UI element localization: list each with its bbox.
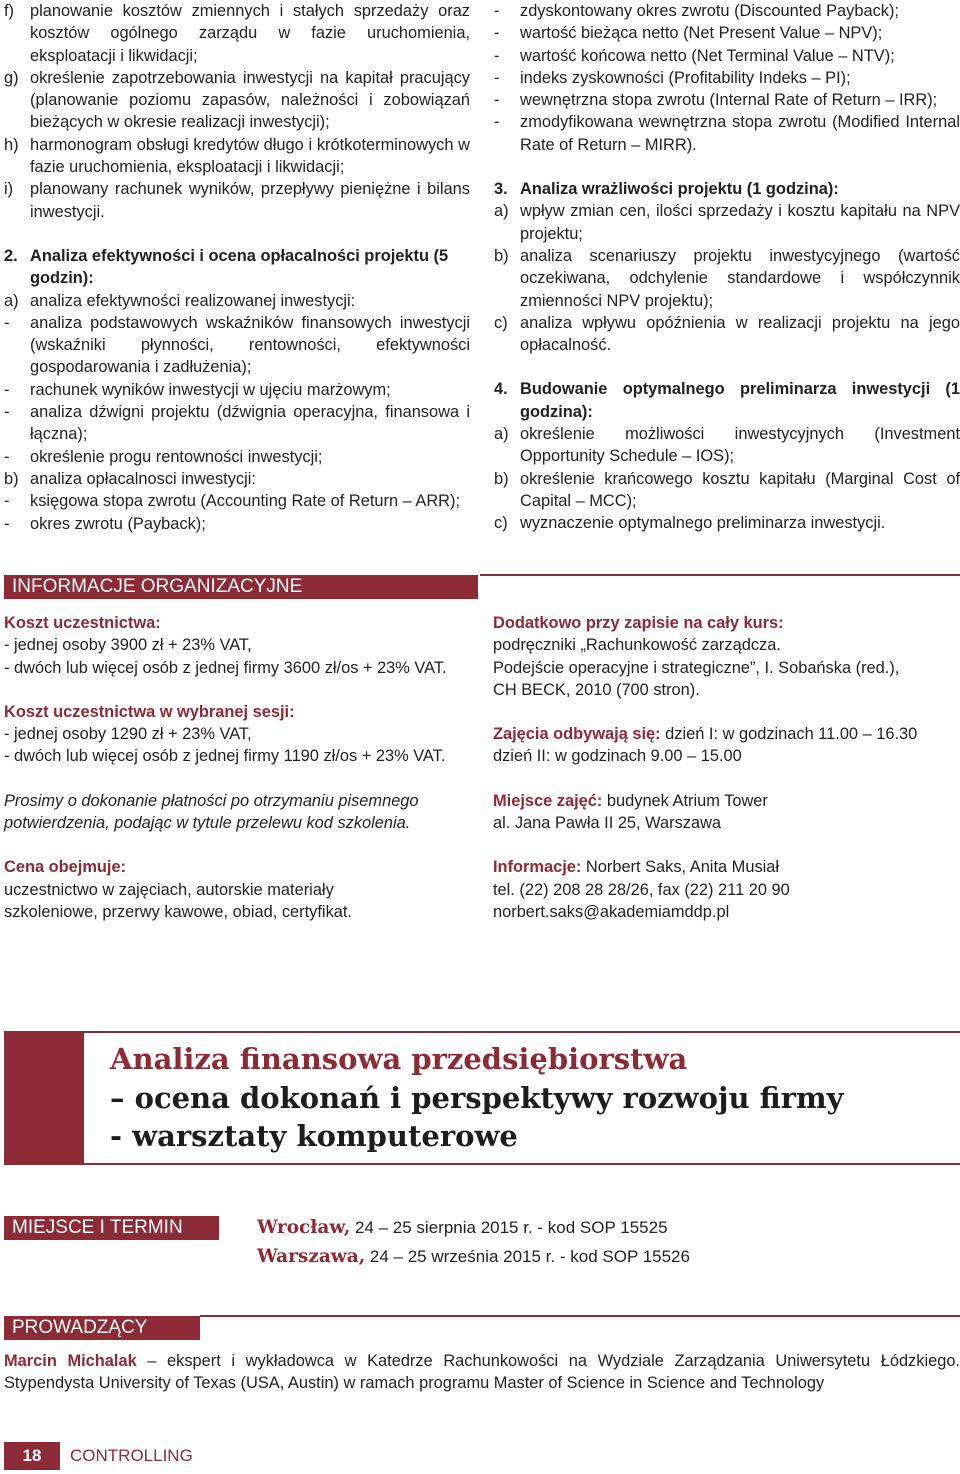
right-column bbox=[494, 0, 960, 535]
list-item: g) określenie zapotrzebowania inwestycji na kapitał pracujący (planowanie poziomu zapasów, należności i zobowiązań bieżących w okresie realizacji inwestycji); bbox=[4, 68, 470, 132]
list-item: i) planowany rachunek wyników, przepływy pieniężne i bilans inwestycji. bbox=[4, 180, 470, 221]
list-item: c) wyznaczenie optymalnego preliminarza inwestycji. bbox=[494, 514, 886, 533]
list-item: - zmodyfikowana wewnętrzna stopa zwrotu (Modified Internal Rate of Return – MIRR). bbox=[494, 113, 960, 154]
list-item: - rachunek wyników inwestycji w ujęciu marżowym; bbox=[4, 380, 391, 399]
page-footer bbox=[4, 1442, 193, 1470]
title-accent-bar bbox=[4, 1031, 84, 1165]
cost-label: Koszt uczestnictwa: bbox=[4, 614, 161, 632]
section-2-heading: 2. Analiza efektywności i ocena opłacalności projektu (5 godzin): bbox=[4, 246, 449, 288]
list-item: - indeks zyskowności (Profitability Indeks – PI); bbox=[494, 68, 851, 87]
lecturer-bio: Marcin Michalak – ekspert i wykładowca w Katedrze Rachunkowości na Wydziale Zarządzania Uniwersytetu Łódzkiego. Stypendysta University of Texas (USA, Austin) w ramach programu Master of Science in Science and Technology bbox=[4, 1352, 960, 1393]
list-item: b) analiza opłacalnosci inwestycji: bbox=[4, 469, 256, 488]
payment-note: Prosimy o dokonanie płatności po otrzymaniu pisemnego potwierdzenia, podając w tytule przelewu kod szkolenia. bbox=[4, 791, 419, 833]
list-item: - wartość końcowa netto (Net Terminal Value – NTV); bbox=[494, 46, 895, 65]
org-info-rule bbox=[480, 574, 960, 576]
list-item: a) określenie możliwości inwestycyjnych (Investment Opportunity Schedule – IOS); bbox=[494, 425, 960, 466]
venue-warszawa: Warszawa, 24 – 25 września 2015 r. - kod SOP 15526 bbox=[257, 1246, 690, 1267]
list-item: - wewnętrzna stopa zwrotu (Internal Rate of Return – IRR); bbox=[494, 91, 938, 110]
info-label: Informacje: bbox=[493, 858, 582, 877]
place-label: Miejsce zajęć: bbox=[493, 791, 603, 810]
list-item: f) planowanie kosztów zmiennych i stałych sprzedaży oraz kosztów ogólnego zarządu w fazie uruchomienia, eksploatacji i likwidacji; bbox=[4, 2, 470, 65]
list-item: - księgowa stopa zwrotu (Accounting Rate of Return – ARR); bbox=[4, 492, 461, 511]
course-title: Analiza finansowa przedsiębiorstwa – ocena dokonań i perspektywy rozwoju firmy - warsztaty komputerowe bbox=[110, 1042, 844, 1153]
list-item: b) określenie krańcowego kosztu kapitału (Marginal Cost of Capital – MCC); bbox=[494, 469, 960, 510]
title-rule-top bbox=[84, 1031, 960, 1033]
list-item: - określenie progu rentowności inwestycji; bbox=[4, 447, 323, 466]
list-item: a) analiza efektywności realizowanej inwestycji: bbox=[4, 291, 356, 310]
contact-email[interactable]: norbert.saks@akademiamddp.pl bbox=[493, 902, 730, 921]
section-3-heading: 3. Analiza wrażliwości projektu (1 godzina): bbox=[494, 180, 839, 199]
list-item: h) harmonogram obsługi kredytów długo i krótkoterminowych w fazie uruchomienia, eksploatacji i likwidacji; bbox=[4, 135, 470, 177]
lecturer-header: PROWADZĄCY bbox=[4, 1316, 200, 1340]
list-item: - okres zwrotu (Payback); bbox=[4, 514, 206, 533]
left-column bbox=[4, 0, 470, 535]
lecturer-rule bbox=[200, 1315, 960, 1317]
footer-section: CONTROLLING bbox=[70, 1446, 193, 1465]
session-cost-label: Koszt uczestnictwa w wybranej sesji: bbox=[4, 702, 295, 721]
list-item: b) analiza scenariuszy projektu inwestycyjnego (wartość oczekiwana, odchylenie standardowe i współczynnik zmienności NPV projektu); bbox=[494, 246, 960, 310]
venue-wroclaw: Wrocław, 24 – 25 sierpnia 2015 r. - kod SOP 15525 bbox=[257, 1217, 668, 1238]
list-item: a) wpływ zmian cen, ilości sprzedaży i kosztu kapitału na NPV projektu; bbox=[494, 202, 960, 243]
page-number: 18 bbox=[4, 1442, 60, 1470]
org-info-header: INFORMACJE ORGANIZACYJNE bbox=[4, 575, 478, 599]
org-left-block: Koszt uczestnictwa: - jednej osoby 3900 zł + 23% VAT, - dwóch lub więcej osób z jednej firmy 3600 zł/os + 23% VAT. Koszt uczestnictwa w wybranej sesji: - jednej osoby 1290 zł + 23% VAT, - dwóch lub więcej osób z jednej firmy 1190 zł/os + 23% VAT. Prosimy o dokonanie płatności po otrzymaniu pisemnego potwierdzenia, podając w tytule przelewu kod szkolenia. Cena obejmuje: uczestnictwo w zajęciach, autorskie materiały szkoleniowe, przerwy kawowe, obiad, certyfikat. bbox=[4, 612, 474, 945]
venue-header: MIEJSCE I TERMIN bbox=[4, 1216, 219, 1240]
list-item: - zdyskontowany okres zwrotu (Discounted Payback); bbox=[494, 2, 899, 20]
price-includes-label: Cena obejmuje: bbox=[4, 858, 127, 877]
org-right-block: Dodatkowo przy zapisie na cały kurs: podręczniki „Rachunkowość zarządcza. Podejście operacyjne i strategiczne”, I. Sobańska (red.), CH BECK, 2010 (700 stron). Zajęcia odbywają się: dzień I: w godzinach 11.00 – 16.30 dzień II: w godzinach 9.00 – 15.00 Miejsce zajęć: budynek Atrium Tower al. Jana Pawła II 25, Warszawa Informacje: Norbert Saks, Anita Musiał tel. (22) 208 28 28/26, fax (22) 211 20 90 norbert.saks@akademiamddp.pl bbox=[493, 612, 960, 945]
list-item: - analiza podstawowych wskaźników finansowych inwestycji (wskaźniki płynności, rentowności, efektywności gospodarowania i zadłużenia); bbox=[4, 313, 470, 377]
section-4-heading: 4. Budowanie optymalnego preliminarza inwestycji (1 godzina): bbox=[494, 380, 960, 421]
classes-label: Zajęcia odbywają się: bbox=[493, 725, 661, 744]
list-item: - analiza dźwigni projektu (dźwignia operacyjna, finansowa i łączna); bbox=[4, 403, 470, 444]
list-item: - wartość bieżąca netto (Net Present Value – NPV); bbox=[494, 24, 883, 43]
title-rule-bottom bbox=[84, 1163, 960, 1165]
list-item: c) analiza wpływu opóźnienia w realizacji projektu na jego opłacalność. bbox=[494, 313, 960, 355]
lecturer-name: Marcin Michalak bbox=[4, 1352, 137, 1370]
extra-label: Dodatkowo przy zapisie na cały kurs: bbox=[493, 614, 784, 632]
